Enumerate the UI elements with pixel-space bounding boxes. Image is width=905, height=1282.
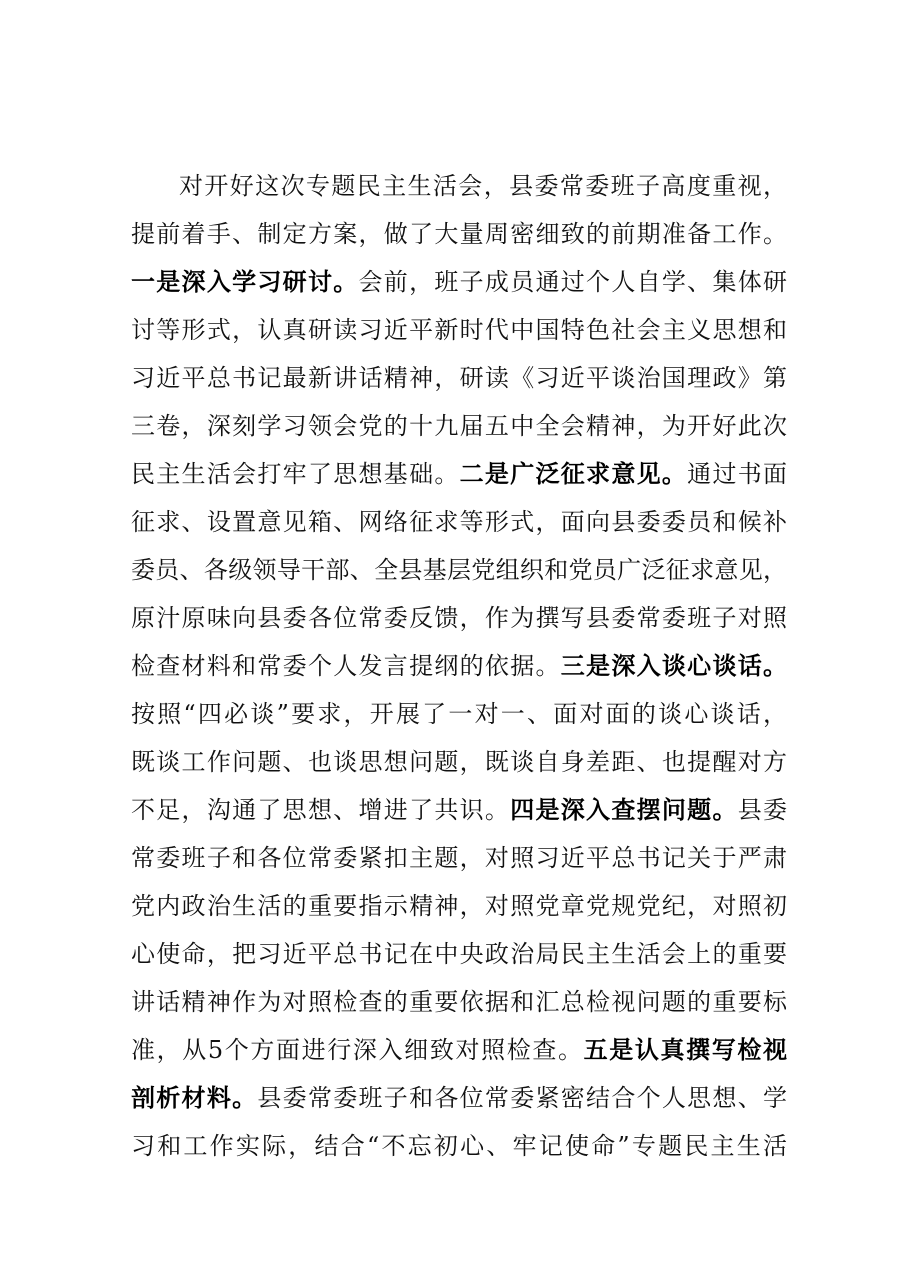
body-text: 既谈工作问题、也谈思想问题，既谈自身差距、也提醒对方 [131,748,787,776]
body-text: 常委班子和各位常委紧扣主题，对照习近平总书记关于严肃 [131,844,787,872]
text-line [131,450,787,498]
body-text: 县委 [737,796,788,824]
text-line [131,546,787,594]
body-text: 征求、设置意见箱、网络征求等形式，面向县委委员和候补 [131,508,787,536]
text-line [131,690,787,738]
body-text: 讨等形式，认真研读习近平新时代中国特色社会主义思想和 [131,316,787,344]
text-line [131,834,787,882]
text-line [131,354,787,402]
text-line [131,1026,787,1074]
body-text: 委员、各级领导干部、全县基层党组织和党员广泛征求意见， [131,556,787,584]
text-line [131,258,787,306]
bold-heading-text: 四是深入查摆问题。 [510,795,738,824]
bold-heading-text: 一是深入学习研讨。 [131,267,359,296]
body-text: 准，从5个方面进行深入细致对照检查。 [131,1036,584,1064]
body-text: 按照“四必谈”要求，开展了一对一、面对面的谈心谈话， [131,700,787,728]
body-paragraph [131,162,787,1170]
body-text: 讲话精神作为对照检查的重要依据和汇总检视问题的重要标 [131,988,787,1016]
body-text: 习近平总书记最新讲话精神，研读《习近平谈治国理政》第 [131,364,787,392]
body-text: 原汁原味向县委各位常委反馈，作为撰写县委常委班子对照 [131,604,787,632]
bold-heading-text: 二是广泛征求意见。 [459,459,688,488]
text-line [131,642,787,690]
text-line [131,210,787,258]
body-text: 提前着手、制定方案，做了大量周密细致的前期准备工作。 [131,220,787,248]
body-text: 党内政治生活的重要指示精神，对照党章党规党纪，对照初 [131,892,787,920]
text-line [131,306,787,354]
text-line [131,594,787,642]
text-line [131,882,787,930]
text-line [131,1122,787,1170]
bold-heading-text: 三是深入谈心谈话。 [560,651,788,680]
body-text: 对开好这次专题民主生活会，县委常委班子高度重视， [179,172,787,200]
body-text: 三卷，深刻学习领会党的十九届五中全会精神，为开好此次 [131,412,787,440]
text-line [131,162,787,210]
body-text: 县委常委班子和各位常委紧密结合个人思想、学 [257,1084,788,1112]
text-line [131,402,787,450]
body-text: 通过书面 [687,460,788,488]
text-line [131,498,787,546]
text-line [131,738,787,786]
body-text: 习和工作实际，结合“不忘初心、牢记使命”专题民主生活 [131,1132,787,1160]
body-text: 检查材料和常委个人发言提纲的依据。 [131,652,561,680]
bold-heading-text: 剖析材料。 [131,1083,258,1112]
body-text: 不足，沟通了思想、增进了共识。 [131,796,511,824]
text-line [131,1074,787,1122]
body-text: 会前，班子成员通过个人自学、集体研 [358,268,788,296]
bold-heading-text: 五是认真撰写检视 [583,1035,787,1064]
text-line [131,930,787,978]
body-text: 心使命，把习近平总书记在中央政治局民主生活会上的重要 [131,940,787,968]
body-text: 民主生活会打牢了思想基础。 [131,460,460,488]
text-line [131,786,787,834]
text-line [131,978,787,1026]
